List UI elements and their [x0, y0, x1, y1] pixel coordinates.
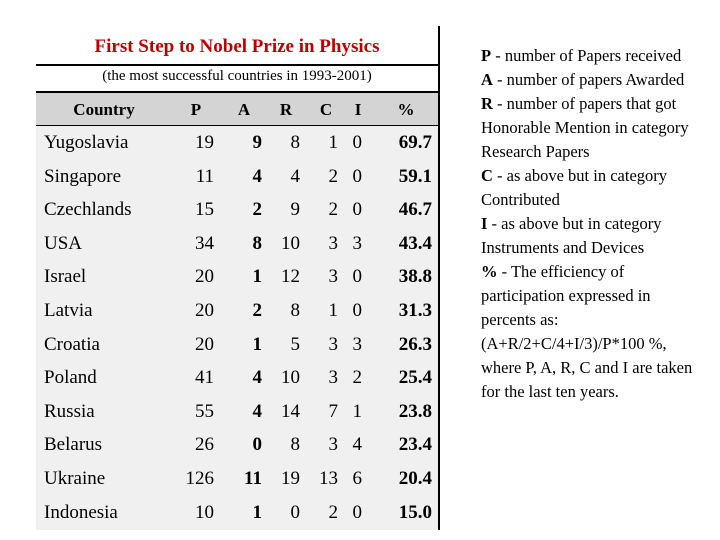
cell-country: Croatia	[44, 333, 100, 355]
cell-percent: 69.7	[398, 132, 432, 153]
table-row	[0, 464, 440, 497]
table-title: First Step to Nobel Prize in Physics	[94, 36, 380, 57]
cell-country: Indonesia	[44, 501, 118, 523]
cell-i: 0	[352, 132, 362, 153]
cell-c: 3	[328, 434, 338, 456]
cell-a: 11	[244, 468, 262, 489]
cell-p: 11	[195, 165, 214, 187]
table-row	[0, 397, 440, 430]
cell-country: Czechlands	[44, 199, 132, 221]
legend-item-i: I - as above but in category Instruments and Devices	[481, 214, 662, 257]
cell-i: 0	[352, 165, 362, 187]
legend-item-p: P - number of Papers received	[481, 46, 682, 65]
cell-r: 10	[281, 232, 300, 254]
table-row	[0, 330, 440, 363]
cell-r: 12	[281, 266, 300, 288]
cell-country: Israel	[44, 266, 87, 288]
cell-percent: 59.1	[398, 165, 432, 187]
legend-item-percent: % - The efficiency of participation expressed in percents as: (A+R/2+C/4+I/3)/P*100 %, where P, A, R, C and I are taken for the last ten years.	[481, 262, 693, 401]
cell-p: 34	[195, 232, 214, 254]
cell-a: 1	[252, 333, 262, 355]
cell-r: 5	[290, 333, 300, 355]
cell-i: 6	[352, 468, 362, 489]
cell-i: 0	[352, 501, 362, 523]
title-divider	[36, 64, 438, 66]
cell-r: 8	[290, 434, 300, 456]
legend-item-c: C - as above but in category Contributed	[481, 166, 668, 209]
cell-c: 3	[328, 232, 338, 254]
cell-r: 9	[290, 199, 300, 221]
cell-percent: 43.4	[398, 232, 432, 254]
cell-country: Ukraine	[44, 468, 106, 489]
table-row	[0, 162, 440, 195]
cell-c: 2	[328, 199, 338, 221]
cell-country: Latvia	[44, 300, 93, 321]
cell-c: 2	[328, 165, 338, 187]
legend-item-a: A - number of papers Awarded	[481, 70, 685, 89]
cell-r: 0	[290, 501, 300, 523]
cell-p: 20	[195, 333, 214, 355]
cell-a: 8	[252, 232, 262, 254]
header-c: C	[319, 100, 333, 119]
cell-c: 1	[328, 132, 338, 153]
cell-a: 4	[252, 400, 262, 422]
cell-a: 0	[252, 434, 262, 456]
cell-a: 4	[252, 367, 262, 389]
cell-r: 8	[290, 300, 300, 321]
cell-c: 3	[328, 266, 338, 288]
cell-c: 3	[328, 333, 338, 355]
cell-country: Belarus	[44, 434, 103, 456]
cell-a: 1	[252, 501, 262, 523]
cell-r: 14	[281, 400, 300, 422]
cell-r: 4	[290, 165, 300, 187]
cell-p: 55	[195, 400, 214, 422]
header-p: P	[190, 100, 202, 119]
cell-p: 41	[195, 367, 214, 389]
cell-r: 10	[281, 367, 300, 389]
table-subtitle: (the most successful countries in 1993-2001)	[102, 68, 372, 84]
cell-c: 1	[328, 300, 338, 321]
cell-percent: 20.4	[398, 468, 432, 489]
cell-p: 19	[195, 132, 214, 153]
cell-country: Poland	[44, 367, 97, 389]
header-a: A	[237, 100, 251, 119]
cell-percent: 23.4	[398, 434, 432, 456]
table-row	[0, 128, 440, 161]
legend-notes	[481, 44, 706, 404]
cell-p: 20	[195, 266, 214, 288]
table-row	[0, 498, 440, 531]
table-row	[0, 430, 440, 463]
cell-percent: 38.8	[398, 266, 432, 288]
cell-p: 15	[195, 199, 214, 221]
cell-percent: 25.4	[398, 367, 432, 389]
cell-i: 2	[352, 367, 362, 389]
table-row	[0, 195, 440, 228]
cell-c: 3	[328, 367, 338, 389]
cell-country: USA	[44, 232, 83, 254]
cell-percent: 26.3	[398, 333, 432, 355]
legend-item-r: R - number of papers that got Honorable Mention in category Research Papers	[481, 94, 689, 161]
cell-country: Singapore	[44, 165, 122, 187]
table-row	[0, 363, 440, 396]
cell-country: Yugoslavia	[44, 132, 129, 153]
header-top-divider	[36, 91, 438, 93]
table-row	[0, 296, 440, 329]
cell-a: 4	[252, 165, 262, 187]
cell-a: 1	[252, 266, 262, 288]
cell-r: 19	[281, 468, 300, 489]
cell-i: 3	[352, 333, 362, 355]
cell-i: 0	[352, 300, 362, 321]
cell-p: 10	[195, 501, 214, 523]
cell-percent: 23.8	[398, 400, 432, 422]
header-r: R	[279, 100, 293, 119]
header-i: I	[354, 100, 362, 119]
cell-country: Russia	[44, 400, 95, 422]
cell-p: 26	[195, 434, 214, 456]
cell-i: 0	[352, 266, 362, 288]
cell-percent: 31.3	[398, 300, 432, 321]
cell-a: 9	[252, 132, 262, 153]
cell-i: 4	[352, 434, 362, 456]
table-row	[0, 262, 440, 295]
cell-c: 2	[328, 501, 338, 523]
header-percent: %	[397, 100, 415, 119]
cell-percent: 46.7	[398, 199, 432, 221]
cell-c: 13	[319, 468, 338, 489]
cell-i: 1	[352, 400, 362, 422]
cell-i: 3	[352, 232, 362, 254]
cell-c: 7	[328, 400, 338, 422]
cell-p: 20	[195, 300, 214, 321]
header-country: Country	[73, 100, 135, 119]
table-row	[0, 229, 440, 262]
cell-r: 8	[290, 132, 300, 153]
cell-p: 126	[185, 468, 214, 489]
cell-a: 2	[252, 300, 262, 321]
cell-a: 2	[252, 199, 262, 221]
cell-percent: 15.0	[398, 501, 432, 523]
cell-i: 0	[352, 199, 362, 221]
